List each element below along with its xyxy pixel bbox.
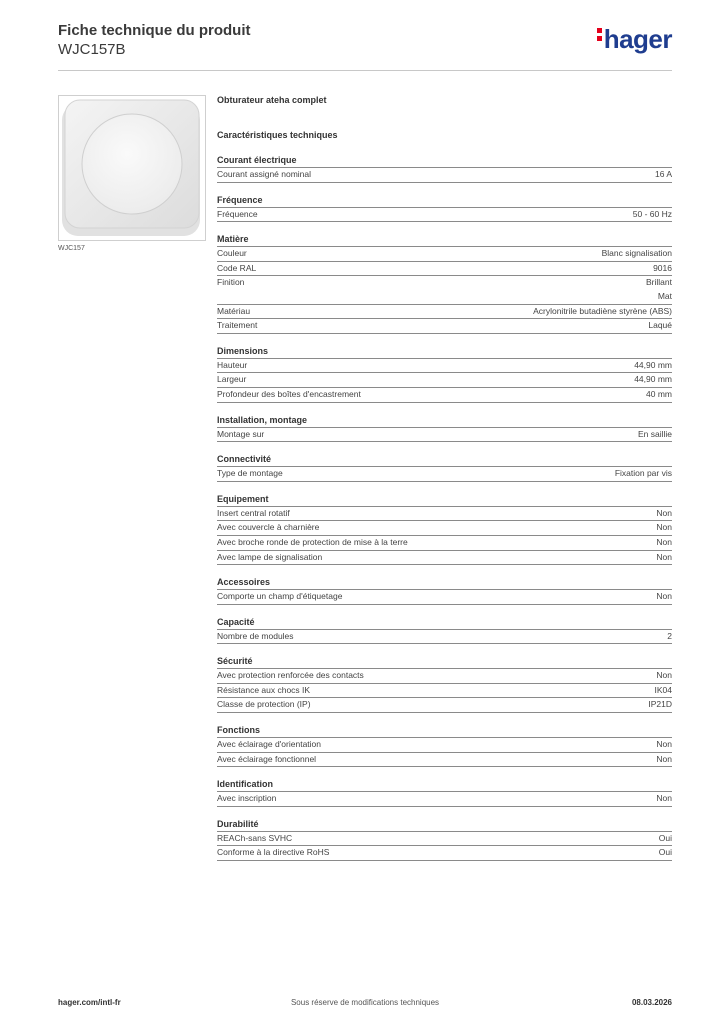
logo-dots-icon: [597, 25, 602, 44]
spec-label: Classe de protection (IP): [217, 699, 311, 710]
spec-value: Non: [656, 522, 672, 533]
spec-section: [217, 413, 672, 443]
spec-section: [217, 777, 672, 807]
spec-value: Non: [656, 753, 672, 764]
spec-row: [217, 168, 672, 183]
spec-row: [217, 208, 672, 223]
spec-section: [217, 615, 672, 645]
spec-label: Avec inscription: [217, 793, 277, 804]
spec-row: [217, 467, 672, 482]
spec-value: Non: [656, 739, 672, 750]
spec-content: [217, 93, 672, 871]
spec-label: Avec lampe de signalisation: [217, 551, 323, 562]
footer-date: 08.03.2026: [631, 998, 672, 1007]
section-title: Capacité: [217, 615, 672, 630]
spec-value: En saillie: [637, 428, 672, 439]
section-title: Fonctions: [217, 723, 672, 738]
section-title: Courant électrique: [217, 153, 672, 168]
spec-row: [217, 536, 672, 551]
spec-row: [217, 738, 672, 753]
spec-row: [217, 319, 672, 334]
product-image: [58, 95, 206, 241]
spec-value: Acrylonitrile butadiène styrène (ABS): [533, 305, 672, 316]
footer-notice: Sous réserve de modifications techniques: [290, 998, 440, 1007]
spec-value: 44,90 mm: [634, 359, 672, 370]
spec-label: Largeur: [217, 374, 247, 385]
section-title: Dimensions: [217, 344, 672, 359]
spec-value: Fixation par vis: [614, 468, 672, 479]
spec-value: Non: [656, 536, 672, 547]
spec-label: Montage sur: [217, 428, 265, 439]
spec-label: Traitement: [217, 320, 258, 331]
spec-value: 44,90 mm: [634, 374, 672, 385]
section-title: Fréquence: [217, 193, 672, 208]
spec-section: [217, 723, 672, 767]
spec-section: [217, 492, 672, 565]
spec-value: 9016: [653, 262, 672, 273]
spec-row: [217, 373, 672, 388]
spec-label: Matériau: [217, 305, 251, 316]
spec-value: Non: [656, 670, 672, 681]
spec-value: Blanc signalisation: [601, 248, 672, 259]
spec-row: [217, 669, 672, 684]
spec-label: Avec protection renforcée des contacts: [217, 670, 364, 681]
spec-row: [217, 262, 672, 277]
spec-label: Nombre de modules: [217, 630, 294, 641]
spec-value: 2: [667, 630, 672, 641]
page-header: [58, 20, 672, 71]
spec-sections: [217, 153, 672, 861]
spec-label: Avec broche ronde de protection de mise à la terre: [217, 536, 408, 547]
section-title: Identification: [217, 777, 672, 792]
spec-value: IP21D: [648, 699, 672, 710]
spec-value: Oui: [658, 832, 672, 843]
spec-value: 16 A: [654, 169, 672, 179]
spec-label: Fréquence: [217, 208, 258, 219]
spec-label: REACh-sans SVHC: [217, 832, 293, 843]
spec-label: Avec couvercle à charnière: [217, 522, 320, 533]
product-reference: WJC157B: [58, 41, 126, 58]
specifications-heading: Caractéristiques techniques: [217, 130, 338, 140]
spec-row: [217, 521, 672, 536]
footer-website: hager.com/intl-fr: [58, 998, 121, 1007]
spec-row: [217, 507, 672, 522]
spec-section: [217, 344, 672, 403]
spec-section: [217, 575, 672, 605]
spec-section: [217, 654, 672, 713]
spec-section: [217, 232, 672, 334]
spec-section: [217, 452, 672, 482]
logo-text: hager: [603, 24, 672, 54]
spec-row: [217, 305, 672, 320]
spec-label: Code RAL: [217, 262, 257, 273]
section-title: Durabilité: [217, 817, 672, 832]
spec-row: [217, 698, 672, 713]
spec-row: [217, 276, 672, 304]
spec-label: Profondeur des boîtes d'encastrement: [217, 388, 361, 399]
spec-row: [217, 832, 672, 847]
spec-value: Non: [656, 591, 672, 602]
spec-label: Avec éclairage fonctionnel: [217, 753, 317, 764]
spec-value: Non: [656, 793, 672, 804]
spec-value: Brillant Mat: [646, 277, 672, 301]
spec-label: Couleur: [217, 248, 247, 259]
spec-section: [217, 817, 672, 861]
spec-label: Courant assigné nominal: [217, 169, 312, 179]
spec-label: Conforme à la directive RoHS: [217, 847, 330, 858]
spec-label: Comporte un champ d'étiquetage: [217, 591, 343, 602]
spec-value: Non: [656, 507, 672, 518]
section-title: Installation, montage: [217, 413, 672, 428]
spec-row: [217, 846, 672, 861]
spec-row: [217, 388, 672, 403]
section-title: Connectivité: [217, 452, 672, 467]
product-cover-plate-image: [59, 96, 205, 240]
spec-label: Insert central rotatif: [217, 507, 290, 518]
spec-value: IK04: [654, 684, 672, 695]
spec-section: [217, 153, 672, 183]
spec-label: Avec éclairage d'orientation: [217, 739, 322, 750]
spec-row: [217, 684, 672, 699]
section-title: Equipement: [217, 492, 672, 507]
spec-label: Résistance aux chocs IK: [217, 684, 311, 695]
spec-row: [217, 792, 672, 807]
hager-logo: [597, 24, 672, 55]
image-caption: WJC157: [58, 245, 85, 252]
spec-row: [217, 753, 672, 768]
spec-row: [217, 247, 672, 262]
spec-row: [217, 359, 672, 374]
document-title: Fiche technique du produit: [58, 22, 251, 39]
product-name: Obturateur ateha complet: [217, 95, 327, 105]
spec-row: [217, 590, 672, 605]
section-title: Sécurité: [217, 654, 672, 669]
spec-value: 40 mm: [646, 388, 672, 399]
spec-value: Laqué: [648, 320, 672, 331]
spec-section: [217, 193, 672, 223]
spec-value: 50 - 60 Hz: [632, 208, 672, 219]
spec-value: Non: [656, 551, 672, 562]
section-title: Accessoires: [217, 575, 672, 590]
section-title: Matière: [217, 232, 672, 247]
spec-row: [217, 428, 672, 443]
spec-label: Finition: [217, 277, 245, 288]
spec-value: Oui: [658, 847, 672, 858]
spec-label: Hauteur: [217, 359, 248, 370]
spec-row: [217, 551, 672, 566]
spec-label: Type de montage: [217, 468, 283, 479]
spec-row: [217, 630, 672, 645]
page-footer: [58, 998, 672, 1010]
